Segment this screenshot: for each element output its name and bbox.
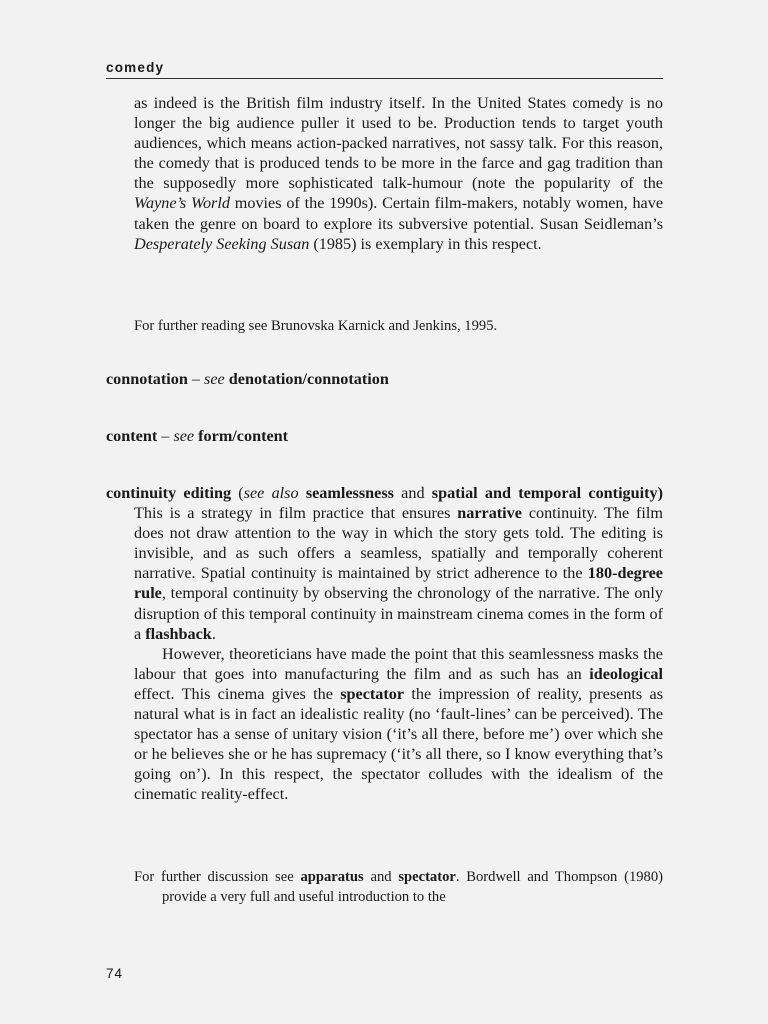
cross-reference: spatial and temporal contiguity) [431, 484, 664, 502]
cross-reference: apparatus [300, 869, 364, 885]
cross-reference: spectator [398, 869, 456, 885]
cross-reference: seamlessness [305, 484, 394, 502]
cross-reference: denotation/connotation [224, 370, 389, 388]
headword: connotation [106, 370, 188, 388]
cross-reference: spectator [340, 684, 405, 703]
cross-reference: flashback [145, 624, 212, 643]
entry-paragraph-1: continuity editing (see also seamlessness and spatial and temporal contiguity) This is a strategy in film practice that ensures narrative continuity. The film does not draw attention to the way in which the story gets told. The editing is invisible, and as such offers a seamless, spatially and temporally coherent narrative. Spatial continuity is maintained by strict adherence to the 180-degree rule, temporal continuity by observing the chronology of the narrative. The only disruption of this temporal continuity in mainstream cinema comes in the form of a flashback. [106, 484, 664, 643]
further-discussion: For further discussion see apparatus and spectator. Bordwell and Thompson (1980) provide a very full and useful introduction to the [134, 869, 663, 905]
entry-content: content – see form/content [106, 427, 289, 445]
entry-paragraph-2: However, theoreticians have made the point that this seamlessness masks the labour that goes into manufacturing the film and as such has an ideological effect. This cinema gives the spectator the impression of reality, presents as natural what is in fact an idealistic reality (no ‘fault-lines’ can be perceived). The spectator has a sense of unitary vision (‘it’s all there, before me’) over which she or he believes she or he has supremacy (‘it’s all there, so I know everything that’s going on’). In this respect, the spectator colludes with the idealism of the cinematic reality-effect. [134, 644, 663, 804]
cross-reference: narrative [457, 504, 522, 523]
film-title: Wayne’s World [134, 194, 230, 213]
comedy-entry-continuation: as indeed is the British film industry itself. In the United States comedy is no longer the big audience puller it used to be. Production tends to target youth audiences, which means action-packed narratives, not sassy talk. For this reason, the comedy that is produced tends to be more in the farce and gag tradition than the supposedly more sophisticated talk-humour (note the popularity of the Wayne’s World movies of the 1990s). Certain film-makers, notably women, have taken the genre on board to explore its subversive potential. Susan Seidleman’s Desperately Seeking Susan (1985) is exemplary in this respect. [134, 94, 664, 253]
film-title: Desperately Seeking Susan [134, 234, 310, 253]
entry-continuity-editing [106, 483, 663, 805]
cross-reference: 180-degree rule [134, 564, 663, 603]
further-reading: For further reading see Brunovska Karnick and Jenkins, 1995. [134, 318, 498, 334]
headword: content [106, 427, 158, 445]
header-rule [106, 78, 663, 79]
entry-connotation: connotation – see denotation/connotation [106, 370, 389, 388]
running-head: comedy [106, 60, 165, 75]
page-number: 74 [106, 966, 124, 981]
headword: continuity editing [106, 484, 232, 502]
cross-reference: ideological [589, 664, 663, 683]
cross-reference: form/content [194, 427, 289, 445]
